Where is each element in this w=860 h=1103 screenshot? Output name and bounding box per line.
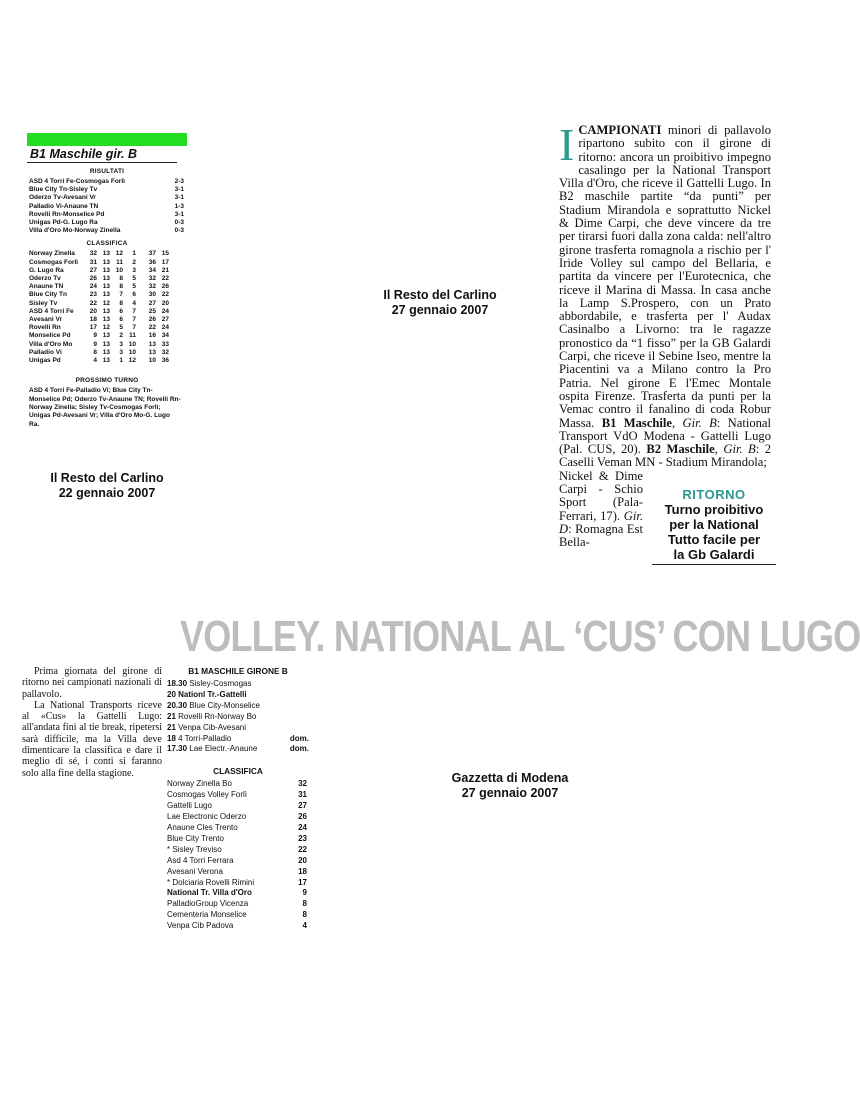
next-round-text: ASD 4 Torri Fe-Palladio Vi; Blue City Tn-Monselice Pd; Oderzo Tv-Anaune TN; Rovelli Rn-Norway Zinella; Sisley Tv-Cosmogas Forlì; Unigas Pd-Avesani Vr; Villa d'Oro Mo-G. Lugo Ra. xyxy=(29,387,181,428)
standing-row xyxy=(167,888,309,899)
stat-value: 13 xyxy=(102,332,110,340)
stat-value: 9 xyxy=(93,332,97,340)
stat-value: 2 xyxy=(132,258,136,266)
standing-row xyxy=(27,291,187,299)
stat-value: 12 xyxy=(102,299,110,307)
stat-value: 13 xyxy=(102,316,110,324)
article-campionati: I CAMPIONATI minori di pallavolo ripartono subito con il girone di ritorno: ancora un proibitivo impegno casalingo per la National Transport Villa d'Oro, che riceve il Gattelli Lugo. In B2 maschile partite “da punti” per Stadium Mirandola e soprattutto Nickel & Dime Carpi, che deve vincere da tre per tirarsi fuori dalla zona calda: nell'altro girone trasferta romagnola a rischio per l' Iride Volley sul campo del Bellaria, e partita da vincere per l'Eurotecnica, che riceve il Marina di Massa. In casa anche la Lamp S.Prospero, con un Prato abbordabile, e trasferta per l' Audax Casinalbo a Livorno: tra le ragazze pronostico da “1 fisso” per la GB Galardi Carpi, che riceve il Sebine Iseo, mentre la Piacentini va a Milano contro la Pro Patria. Nel girone E l'Emec Montale ospita Firenze. Trasferta da punti per la Vemac contro il fanalino di coda Robur Massa. B1 Maschile, Gir. B: National Transport VdO Modena - Gattelli Lugo (Pal. CUS, 20). B2 Maschile, Gir. B: 2 Caselli Veman MN - Stadium Mirandola; Nickel & Dime Carpi - Schio Sport (Pala-Ferrari, 17). Gir. D: Romagna Est Bella- xyxy=(559,119,772,550)
team-points: 22 xyxy=(298,844,307,854)
stat-value: 24 xyxy=(161,324,169,332)
stat-value: 1 xyxy=(132,250,136,258)
stat-value: 13 xyxy=(102,357,110,365)
result-match: Villa d'Oro Mo-Norway Zinella xyxy=(29,227,121,235)
standing-row xyxy=(27,324,187,332)
team-points: 8 xyxy=(302,899,307,909)
team-name: G. Lugo Ra xyxy=(29,266,64,274)
stat-value: 22 xyxy=(161,275,169,283)
stat-value: 9 xyxy=(93,340,97,348)
stat-value: 11 xyxy=(116,258,123,266)
result-score: 3-1 xyxy=(174,210,184,218)
stat-value: 3 xyxy=(119,348,123,356)
standing-row xyxy=(27,267,187,275)
article-lead: CAMPIONATI xyxy=(578,123,662,137)
team-name: Unigas Pd xyxy=(29,357,61,365)
stat-value: 11 xyxy=(129,332,136,340)
b1-standings-clipping xyxy=(27,133,187,429)
stat-value: 5 xyxy=(132,283,136,291)
team-name: Gattelli Lugo xyxy=(167,801,212,811)
stat-value: 16 xyxy=(148,332,156,340)
fixtures-list xyxy=(167,679,309,755)
stat-value: 25 xyxy=(148,307,156,315)
standings-heading: CLASSIFICA xyxy=(213,766,263,777)
stat-value: 17 xyxy=(89,324,97,332)
standing-row xyxy=(27,341,187,349)
fixture-row xyxy=(167,734,309,745)
team-name: ASD 4 Torri Fe xyxy=(29,307,74,315)
team-name: Venpa Cib Padova xyxy=(167,921,234,931)
fixture-day: dom. xyxy=(289,744,309,754)
standing-row xyxy=(167,823,309,834)
standing-row xyxy=(167,834,309,845)
standing-row xyxy=(27,275,187,283)
fixture-time: 17.30 xyxy=(167,744,188,754)
team-name: * Sisley Treviso xyxy=(167,844,222,854)
standing-row xyxy=(167,899,309,910)
fixture-match: 21 Venpa Cib-Avesani xyxy=(167,722,247,732)
stat-value: 27 xyxy=(161,316,169,324)
stat-value: 32 xyxy=(161,348,169,356)
standing-row xyxy=(167,921,309,932)
standing-row xyxy=(27,300,187,308)
team-name: Norway Zinella Bo xyxy=(167,779,232,789)
stat-value: 13 xyxy=(102,283,110,291)
team-name: National Tr. Villa d'Oro xyxy=(167,888,252,898)
team-name: Avesani Vr xyxy=(29,316,63,324)
standing-row xyxy=(167,812,309,823)
stat-value: 10 xyxy=(115,266,123,274)
standing-row xyxy=(27,259,187,267)
fixture-match: 17.30 Lae Electr.-Anaune xyxy=(167,744,258,754)
standing-row xyxy=(167,845,309,856)
result-match: Oderzo Tv-Avesani Vr xyxy=(29,194,96,202)
fixture-time: 20.30 xyxy=(167,700,188,710)
team-name: Avesani Verona xyxy=(167,866,223,876)
result-match: Blue City Tn-Sisley Tv xyxy=(29,186,98,194)
caption-carlino-27 xyxy=(360,288,520,318)
stat-value: 10 xyxy=(128,340,136,348)
result-match: Rovelli Rn-Monselice Pd xyxy=(29,210,105,218)
standing-row xyxy=(27,349,187,357)
stat-value: 13 xyxy=(148,348,156,356)
stat-value: 13 xyxy=(148,340,156,348)
caption-date: 27 gennaio 2007 xyxy=(391,303,489,317)
fixture-time: 20 xyxy=(167,689,176,699)
stat-value: 6 xyxy=(132,291,136,299)
stat-value: 3 xyxy=(119,340,123,348)
stat-value: 15 xyxy=(161,250,169,258)
fixture-time: 21 xyxy=(167,711,176,721)
stat-value: 32 xyxy=(148,275,156,283)
team-points: 26 xyxy=(298,812,307,822)
result-match: Unigas Pd-G. Lugo Ra xyxy=(29,219,98,227)
fixture-row xyxy=(167,712,309,723)
team-name: Blue City Trento xyxy=(167,833,224,843)
stat-value: 7 xyxy=(132,307,136,315)
team-name: Cosmogas Forlì xyxy=(29,258,79,266)
stat-value: 10 xyxy=(128,348,136,356)
result-row xyxy=(27,186,187,194)
drop-cap: I xyxy=(559,119,575,170)
caption-carlino-22 xyxy=(27,471,187,501)
standing-row xyxy=(27,332,187,340)
fixture-row xyxy=(167,679,309,690)
stat-value: 26 xyxy=(161,283,169,291)
fixture-match: 18.30 Sisley-Cosmogas xyxy=(167,679,252,688)
stat-value: 26 xyxy=(89,275,97,283)
green-header-bar xyxy=(27,133,187,146)
stat-value: 13 xyxy=(102,348,110,356)
caption-date: 22 gennaio 2007 xyxy=(58,486,156,500)
main-headline: VOLLEY. NATIONAL AL ‘CUS’ CON LUGO xyxy=(180,612,860,661)
standings-list xyxy=(167,779,309,932)
team-name: Asd 4 Torri Ferrara xyxy=(167,855,234,865)
standing-row xyxy=(27,357,187,365)
team-points: 31 xyxy=(298,790,307,800)
team-points: 20 xyxy=(298,855,307,865)
stat-value: 37 xyxy=(148,250,156,258)
stat-value: 22 xyxy=(148,324,156,332)
team-points: 32 xyxy=(298,779,307,789)
stat-value: 13 xyxy=(102,275,110,283)
kicker: RITORNO xyxy=(682,487,746,502)
team-points: 4 xyxy=(302,921,307,931)
result-score: 2-3 xyxy=(174,178,184,185)
team-name: Cosmogas Volley Forlì xyxy=(167,790,248,800)
stat-value: 13 xyxy=(102,266,110,274)
stat-value: 2 xyxy=(119,332,123,340)
standing-row xyxy=(167,878,309,889)
fixture-row xyxy=(167,744,309,755)
results-list xyxy=(27,178,187,235)
standings-heading: CLASSIFICA xyxy=(86,240,128,248)
result-row xyxy=(27,203,187,211)
team-points: 23 xyxy=(298,833,307,843)
stat-value: 22 xyxy=(161,291,169,299)
standing-row xyxy=(167,801,309,812)
article-text: minori di pallavolo ripartono subito con il girone di ritorno: ancora un proibitivo impegno casalingo per la National Transport Villa d'Oro, che riceve il Gattelli Lugo. In B2 maschile partite “da punti” per Stadium Mirandola e soprattutto Nickel & Dime Carpi, che deve vincere da tre per tirarsi fuori dalla zona calda: nell'altro girone trasferta romagnola a rischio per l' Iride Volley sul campo del Bellaria, e partita da vincere per l'Eurotecnica, che riceve il Marina di Massa. In casa anche la Lamp S.Prospero, con un Prato abbordabile, e trasferta per l' Audax Casinalbo a Livorno: tra le ragazze pronostico da “1 fisso” per la GB Galardi Carpi, che riceve il Sebine Iseo, mentre la Piacentini va a Milano contro la Pro Patria. Nel girone E l'Emec Montale ospita Firenze. Trasferta da punti per la Vemac contro il fanalino di coda Robur Massa. xyxy=(559,123,771,430)
clipping-title: B1 Maschile gir. B xyxy=(27,146,177,163)
team-name: Palladio Vi xyxy=(29,348,62,356)
fixture-match: 21 Rovelli Rn-Norway Bo xyxy=(167,711,257,721)
stat-value: 13 xyxy=(102,250,110,258)
result-match: ASD 4 Torri Fe-Cosmogas Forlì xyxy=(29,178,125,185)
stat-value: 36 xyxy=(148,258,156,266)
stat-value: 18 xyxy=(89,316,97,324)
team-name: Lae Electronic Oderzo xyxy=(167,812,247,822)
result-row xyxy=(27,178,187,186)
stat-value: 6 xyxy=(119,307,123,315)
sidebar-headline-box: RITORNO Turno proibitivo per la National Tutto facile per la Gb Galardi xyxy=(652,487,776,565)
b1-label: B1 Maschile xyxy=(601,415,672,430)
stat-value: 22 xyxy=(89,299,97,307)
stat-value: 12 xyxy=(128,357,136,365)
team-name: Cementeria Monselice xyxy=(167,910,247,920)
fixture-day: dom. xyxy=(289,733,309,743)
result-row xyxy=(27,219,187,227)
fixture-row xyxy=(167,701,309,712)
caption-gazzetta xyxy=(430,771,590,801)
team-points: 17 xyxy=(298,877,307,887)
team-name: Norway Zinella xyxy=(29,250,75,258)
standings-table xyxy=(27,250,187,365)
stat-value: 6 xyxy=(119,316,123,324)
stat-value: 12 xyxy=(102,324,110,332)
stat-value: 12 xyxy=(115,250,123,258)
caption-source: Il Resto del Carlino xyxy=(383,288,497,302)
b2-label: B2 Maschile xyxy=(646,442,715,457)
stat-value: 5 xyxy=(132,275,136,283)
stat-value: 23 xyxy=(89,291,97,299)
team-name: Monselice Pd xyxy=(29,332,71,340)
stat-value: 24 xyxy=(89,283,97,291)
fixture-row xyxy=(167,723,309,734)
stat-value: 7 xyxy=(132,316,136,324)
team-name: Blue City Tn xyxy=(29,291,67,299)
stat-value: 4 xyxy=(93,357,97,365)
stat-value: 13 xyxy=(102,307,110,315)
stat-value: 8 xyxy=(119,299,123,307)
next-round-heading: PROSSIMO TURNO xyxy=(75,377,139,385)
stat-value: 27 xyxy=(148,299,156,307)
team-name: Villa d'Oro Mo xyxy=(29,340,73,348)
team-name: PalladioGroup Vicenza xyxy=(167,899,249,909)
caption-source: Il Resto del Carlino xyxy=(50,471,164,485)
stat-value: 31 xyxy=(89,258,97,266)
result-score: 0-3 xyxy=(174,219,184,227)
result-match: Palladio Vi-Anaune TN xyxy=(29,202,99,210)
stat-value: 17 xyxy=(161,258,169,266)
result-score: 3-1 xyxy=(174,194,184,202)
standing-row xyxy=(27,283,187,291)
fixture-time: 18.30 xyxy=(167,679,188,688)
gazzetta-table xyxy=(167,666,309,932)
stat-value: 8 xyxy=(93,348,97,356)
team-points: 9 xyxy=(302,888,307,898)
standing-row xyxy=(27,316,187,324)
stat-value: 27 xyxy=(89,266,97,274)
standing-row xyxy=(167,779,309,790)
stat-value: 21 xyxy=(161,266,169,274)
result-score: 3-1 xyxy=(174,186,184,194)
stat-value: 10 xyxy=(148,357,156,365)
fixture-match: 20.30 Blue City-Monselice xyxy=(167,700,260,710)
stat-value: 1 xyxy=(119,357,123,365)
stat-value: 5 xyxy=(119,324,123,332)
stat-value: 30 xyxy=(148,291,156,299)
team-name: Sisley Tv xyxy=(29,299,58,307)
stat-value: 20 xyxy=(161,299,169,307)
stat-value: 32 xyxy=(89,250,97,258)
caption-source: Gazzetta di Modena xyxy=(451,771,569,785)
fixture-match: 20 Nationl Tr.-Gattelli xyxy=(167,689,247,699)
team-points: 24 xyxy=(298,822,307,832)
standing-row xyxy=(167,856,309,867)
stat-value: 13 xyxy=(102,291,110,299)
stat-value: 8 xyxy=(119,275,123,283)
standing-row xyxy=(167,910,309,921)
stat-value: 34 xyxy=(161,332,169,340)
result-score: 0-3 xyxy=(174,227,184,235)
standing-row xyxy=(27,308,187,316)
team-name: Oderzo Tv xyxy=(29,275,61,283)
result-row xyxy=(27,227,187,235)
fixture-time: 18 xyxy=(167,733,176,743)
intro-text: Prima giornata del girone di ritorno nei campionati nazionali di pallavolo. La National Transports riceve al «Cus» la Gattelli Lugo: all'andata finì al tie break, ripetersi sarà difficile, ma la Villa deve dimenticare la classifica e dare il meglio di sé, i conti si faranno solo alla fine della stagione. xyxy=(22,666,162,779)
stat-value: 4 xyxy=(132,299,136,307)
results-heading: RISULTATI xyxy=(89,168,125,175)
stat-value: 8 xyxy=(119,283,123,291)
team-name: Rovelli Rn xyxy=(29,324,61,332)
stat-value: 32 xyxy=(148,283,156,291)
stat-value: 3 xyxy=(132,266,136,274)
result-score: 1-3 xyxy=(174,202,184,210)
standing-row xyxy=(167,790,309,801)
article-narrow-column: Nickel & Dime Carpi - Schio Sport (Pala-Ferrari, 17). Gir. D: Romagna Est Bella- xyxy=(559,468,643,550)
standing-row xyxy=(27,250,187,258)
stat-value: 24 xyxy=(161,307,169,315)
team-points: 18 xyxy=(298,866,307,876)
stat-value: 33 xyxy=(161,340,169,348)
team-name: * Dolciaria Rovelli Rimini xyxy=(167,877,255,887)
stat-value: 7 xyxy=(132,324,136,332)
stat-value: 7 xyxy=(119,291,123,299)
caption-date: 27 gennaio 2007 xyxy=(461,786,559,800)
team-points: 8 xyxy=(302,910,307,920)
stat-value: 13 xyxy=(102,340,110,348)
team-name: Anaune Cles Trento xyxy=(167,822,238,832)
standing-row xyxy=(167,867,309,878)
result-row xyxy=(27,211,187,219)
fixture-match: 18 4 Torri-Palladio xyxy=(167,733,232,743)
fixtures-heading: B1 MASCHILE GIRONE B xyxy=(188,666,288,676)
stat-value: 20 xyxy=(89,307,97,315)
fixture-time: 21 xyxy=(167,722,176,732)
fixture-row xyxy=(167,690,309,701)
team-points: 27 xyxy=(298,801,307,811)
stat-value: 26 xyxy=(148,316,156,324)
stat-value: 34 xyxy=(148,266,156,274)
result-row xyxy=(27,194,187,202)
team-name: Anaune TN xyxy=(29,283,64,291)
stat-value: 36 xyxy=(161,357,169,365)
stat-value: 13 xyxy=(102,258,110,266)
